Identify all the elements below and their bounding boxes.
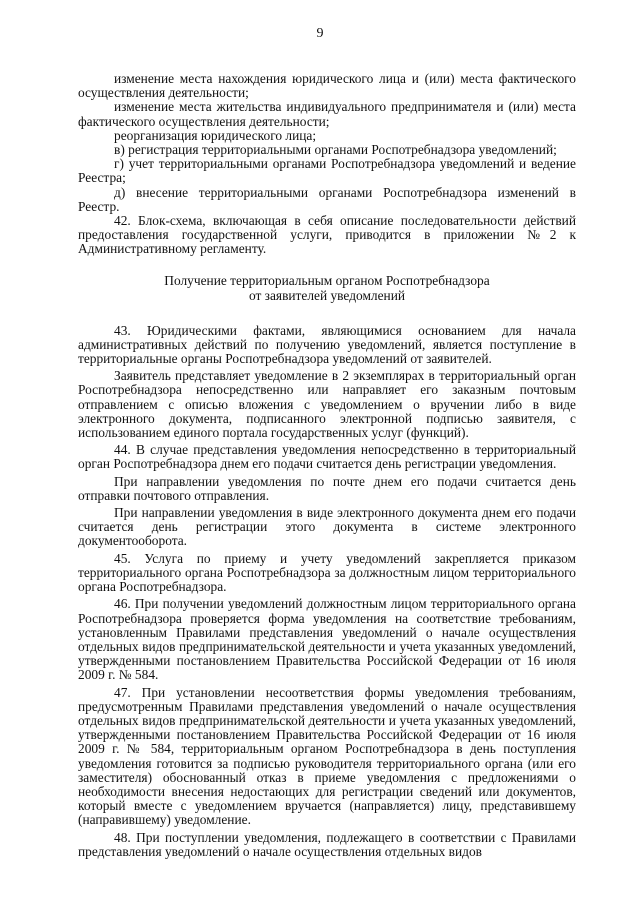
list-item: изменение места жительства индивидуального предпринимателя и (или) места фактического осуществления деятельности; xyxy=(78,99,576,129)
list-item: д) внесение территориальными органами Роспотребнадзора изменений в Реестр. xyxy=(78,184,576,214)
paragraph: 46. При получении уведомлений должностным лицом территориального органа Роспотребнадзора проверяется форма уведомления на соответствие требованиям, установленным Правилами представления уведомлений о начале осуществления отдельных видов предпринимательской деятельности и учета указанных уведомлений, утвержденными постановлением Правительства Российской Федерации от 16 июля 2009 г. № 584. xyxy=(78,596,576,683)
section-heading-line: от заявителей уведомлений xyxy=(248,287,406,303)
paragraph: Заявитель представляет уведомление в 2 экземплярах в территориальный орган Роспотребнадзора непосредственно или направляет его заказным почтовым отправлением с описью вложения с уведомлением о вручении либо в виде электронного документа, подписанного электронной подписью заявителя, с использованием единого портала государственных услуг (функций). xyxy=(78,368,576,441)
paragraph: 44. В случае представления уведомления непосредственно в территориальный орган Роспотребнадзора днем его подачи считается день регистрации уведомления. xyxy=(78,442,576,472)
document-body xyxy=(78,72,576,859)
list-item: реорганизация юридического лица; xyxy=(114,127,317,143)
list-item: в) регистрация территориальными органами Роспотребнадзора уведомлений; xyxy=(114,142,557,158)
section-heading xyxy=(78,273,576,303)
paragraph: 45. Услуга по приему и учету уведомлений закрепляется приказом территориального органа Роспотребнадзора за должностным лицом территориального органа Роспотребнадзора. xyxy=(78,550,576,595)
paragraph: 47. При установлении несоответствия формы уведомления требованиям, предусмотренным Правилами представления уведомлений о начале осуществления отдельных видов предпринимательской деятельности и учета указанных уведомлений, утвержденными постановлением Правительства Российской Федерации от 16 июля 2009 г. № 584, территориальным органом Роспотребнадзора в день поступления уведомления готовится за подписью руководителя территориального органа (или его заместителя) обоснованный отказ в приеме уведомления с предложениями о необходимости внесения недостающих для регистрации сведений или документов, который вместе с уведомлением вручается (направляется) лицу, представившему (направившему) уведомление. xyxy=(78,684,576,828)
list-item: изменение места нахождения юридического лица и (или) места фактического осуществления деятельности; xyxy=(78,71,576,101)
paragraph: 48. При поступлении уведомления, подлежащего в соответствии с Правилами представления уведомлений о начале осуществления отдельных видов xyxy=(78,829,576,859)
section-heading-line: Получение территориальным органом Роспотребнадзора xyxy=(164,272,490,288)
paragraph: При направлении уведомления по почте днем его подачи считается день отправки почтового отправления. xyxy=(78,473,576,503)
list-item: г) учет территориальными органами Роспотребнадзора уведомлений и ведение Реестра; xyxy=(78,156,576,186)
page-number: 9 xyxy=(316,26,324,41)
paragraph: При направлении уведомления в виде электронного документа днем его подачи считается день регистрации этого документа в системе электронного документооборота. xyxy=(78,505,576,549)
paragraph: 42. Блок-схема, включающая в себя описание последовательности действий предоставления государственной услуги, приводится в приложении №2 к Административному регламенту. xyxy=(78,213,576,257)
paragraph: 43. Юридическими фактами, являющимися основанием для начала административных действий по получению уведомлений, является поступление в территориальные органы Роспотребнадзора уведомлений от заявителей. xyxy=(78,322,576,367)
